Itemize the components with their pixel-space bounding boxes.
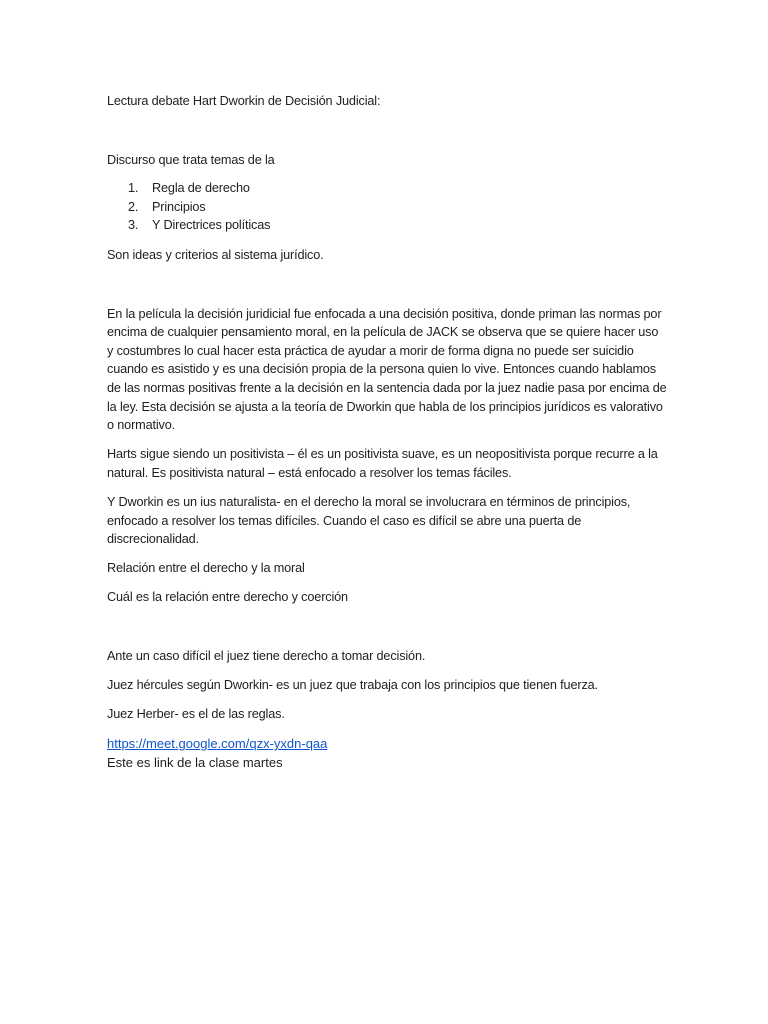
judge-herber-paragraph: Juez Herber- es el de las reglas. xyxy=(107,707,285,722)
film-paragraph: En la película la decisión juridicial fue enfocada a una decisión positiva, donde priman las normas por encima de cualquier pensamiento moral, en la película de JACK se observa que se quiere hacer uso y costumbres lo cual hacer esta práctica de ayudar a morir de forma digna no puede ser suicidio cuando es asistido y es una decisión propia de la persona quien lo vive. Entonces cuando hablamos de las normas positivas frente a la decisión en la sentencia dada por la juez nadie pasa por encima de la ley. Esta decisión se ajusta a la teoría de Dworkin que habla de los principios jurídicos es valorativo o normativo. xyxy=(107,306,667,433)
list-item xyxy=(107,179,667,198)
judge-hercules-paragraph: Juez hércules según Dworkin- es un juez que trabaja con los principios que tienen fuerza. xyxy=(107,677,598,692)
intro-paragraph: Discurso que trata temas de la xyxy=(107,152,275,167)
meeting-link-caption: Este es link de la clase martes xyxy=(107,755,283,771)
hart-paragraph: Harts sigue siendo un positivista – él es un positivista suave, es un neopositivista porque recurre a la natural. Es positivista natural – está enfocado a resolver los temas fáciles. xyxy=(107,447,658,480)
meeting-link[interactable]: https://meet.google.com/qzx-yxdn-qaa xyxy=(107,736,328,752)
document-title: Lectura debate Hart Dworkin de Decisión Judicial: xyxy=(107,94,381,108)
document-page xyxy=(107,92,667,772)
ideas-paragraph: Son ideas y criterios al sistema jurídico. xyxy=(107,247,324,262)
list-item-text: Principios xyxy=(152,199,206,214)
relation-law-coercion-paragraph: Cuál es la relación entre derecho y coerción xyxy=(107,590,348,605)
relation-law-moral-paragraph: Relación entre el derecho y la moral xyxy=(107,561,305,576)
hard-case-paragraph: Ante un caso difícil el juez tiene derecho a tomar decisión. xyxy=(107,648,426,663)
dworkin-paragraph: Y Dworkin es un ius naturalista- en el derecho la moral se involucrara en términos de principios, enfocado a resolver los temas difíciles. Cuando el caso es difícil se abre una puerta de discrecionalidad. xyxy=(107,494,631,547)
list-number: 2. xyxy=(128,199,139,214)
numbered-list xyxy=(107,179,667,235)
list-item-text: Y Directrices políticas xyxy=(152,218,271,233)
list-item-text: Regla de derecho xyxy=(152,181,250,196)
list-item xyxy=(107,198,667,217)
list-item xyxy=(107,216,667,235)
list-number: 1. xyxy=(128,181,139,196)
meeting-link-block xyxy=(107,734,667,772)
list-number: 3. xyxy=(128,218,139,233)
